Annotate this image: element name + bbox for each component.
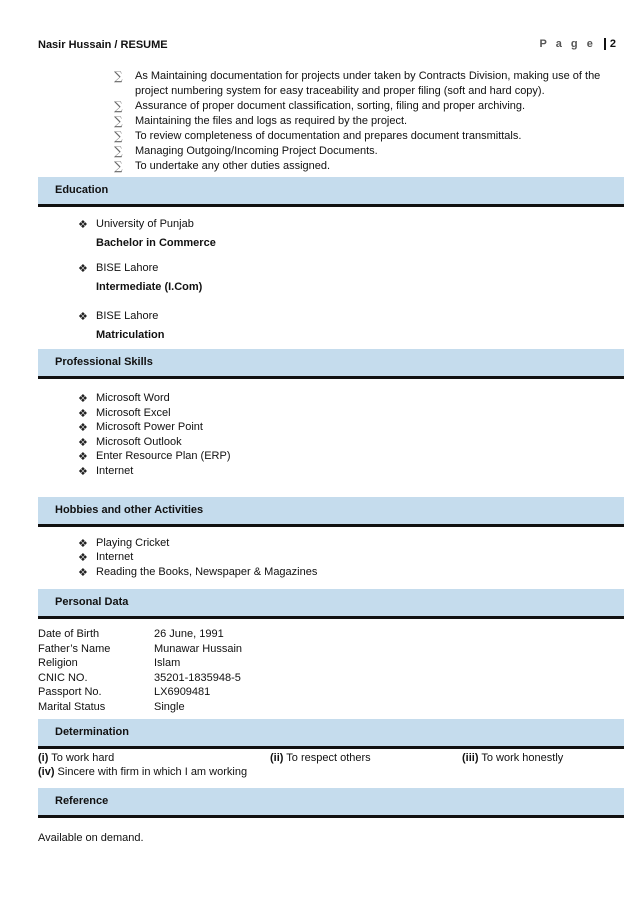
diamond-bullet-icon: ❖ (78, 310, 88, 323)
diamond-bullet-icon: ❖ (78, 436, 88, 449)
skill-item: Microsoft Excel (96, 407, 171, 419)
duty-line: project numbering system for easy traceability and proper filing (soft and hard copy). (135, 85, 545, 97)
section-title: Hobbies and other Activities (55, 504, 204, 516)
section-title: Reference (55, 795, 109, 807)
determination-item (38, 752, 114, 764)
diamond-bullet-icon: ❖ (78, 551, 88, 564)
personal-value: 35201-1835948-5 (154, 672, 241, 684)
determination-text: To work hard (48, 752, 115, 764)
determination-item (38, 766, 247, 778)
education-institution: University of Punjab (96, 218, 194, 230)
personal-label: CNIC NO. (38, 672, 88, 684)
duty-item: Assurance of proper document classification, sorting, filing and proper archiving. (135, 100, 526, 112)
skill-item: Internet (96, 465, 134, 477)
determination-num: (iii) (462, 752, 479, 764)
personal-label: Religion (38, 657, 78, 669)
duty-item: Maintaining the files and logs as required by the project. (135, 115, 408, 127)
page-word: P a g e (539, 38, 596, 50)
diamond-bullet-icon: ❖ (78, 450, 88, 463)
skill-item: Enter Resource Plan (ERP) (96, 450, 231, 462)
diamond-bullet-icon: ❖ (78, 392, 88, 405)
section-header-skills (38, 349, 624, 379)
duty-item (135, 69, 610, 98)
personal-value: 26 June, 1991 (154, 628, 224, 640)
determination-num: (iv) (38, 766, 55, 778)
determination-item (462, 752, 563, 764)
personal-value: LX6909481 (154, 686, 211, 698)
page-number (540, 38, 616, 50)
hobby-item: Playing Cricket (96, 537, 170, 549)
personal-value: Munawar Hussain (154, 643, 243, 655)
resume-header-title: Nasir Hussain / RESUME (38, 39, 168, 51)
section-header-reference (38, 788, 624, 818)
duty-item: To review completeness of documentation and prepares document transmittals. (135, 130, 522, 142)
determination-num: (i) (38, 752, 49, 764)
determination-item (270, 752, 371, 764)
skill-item: Microsoft Power Point (96, 421, 203, 433)
skill-item: Microsoft Outlook (96, 436, 182, 448)
duty-line: As Maintaining documentation for projects under taken by Contracts Division, making use of the (135, 70, 601, 82)
sigma-bullet-icon: ∑ (114, 129, 123, 143)
sigma-bullet-icon: ∑ (114, 99, 123, 113)
section-header-determination (38, 719, 624, 749)
diamond-bullet-icon: ❖ (78, 407, 88, 420)
hobby-item: Internet (96, 551, 134, 563)
section-header-personal-data (38, 589, 624, 619)
reference-text: Available on demand. (38, 832, 144, 844)
determination-num: (ii) (270, 752, 284, 764)
skill-item: Microsoft Word (96, 392, 170, 404)
section-header-hobbies (38, 497, 624, 527)
personal-label: Passport No. (38, 686, 102, 698)
education-degree: Bachelor in Commerce (96, 237, 216, 249)
diamond-bullet-icon: ❖ (78, 537, 88, 550)
section-header-education (38, 177, 624, 207)
diamond-bullet-icon: ❖ (78, 262, 88, 275)
page-num: 2 (604, 38, 616, 50)
sigma-bullet-icon: ∑ (114, 114, 123, 128)
sigma-bullet-icon: ∑ (114, 69, 123, 83)
duty-item: To undertake any other duties assigned. (135, 160, 331, 172)
duty-item: Managing Outgoing/Incoming Project Documents. (135, 145, 378, 157)
diamond-bullet-icon: ❖ (78, 218, 88, 231)
hobby-item: Reading the Books, Newspaper & Magazines (96, 566, 318, 578)
sigma-bullet-icon: ∑ (114, 159, 123, 173)
diamond-bullet-icon: ❖ (78, 465, 88, 478)
section-title: Personal Data (55, 596, 129, 608)
diamond-bullet-icon: ❖ (78, 421, 88, 434)
determination-text: To respect others (283, 752, 371, 764)
sigma-bullet-icon: ∑ (114, 144, 123, 158)
section-title: Education (55, 184, 109, 196)
education-degree: Intermediate (I.Com) (96, 281, 203, 293)
determination-text: To work honestly (478, 752, 564, 764)
education-degree: Matriculation (96, 329, 165, 341)
personal-value: Islam (154, 657, 181, 669)
diamond-bullet-icon: ❖ (78, 566, 88, 579)
personal-label: Father’s Name (38, 643, 111, 655)
personal-label: Date of Birth (38, 628, 100, 640)
section-title: Determination (55, 726, 129, 738)
education-institution: BISE Lahore (96, 262, 159, 274)
section-title: Professional Skills (55, 356, 153, 368)
determination-text: Sincere with firm in which I am working (54, 766, 248, 778)
personal-value: Single (154, 701, 185, 713)
personal-label: Marital Status (38, 701, 106, 713)
education-institution: BISE Lahore (96, 310, 159, 322)
